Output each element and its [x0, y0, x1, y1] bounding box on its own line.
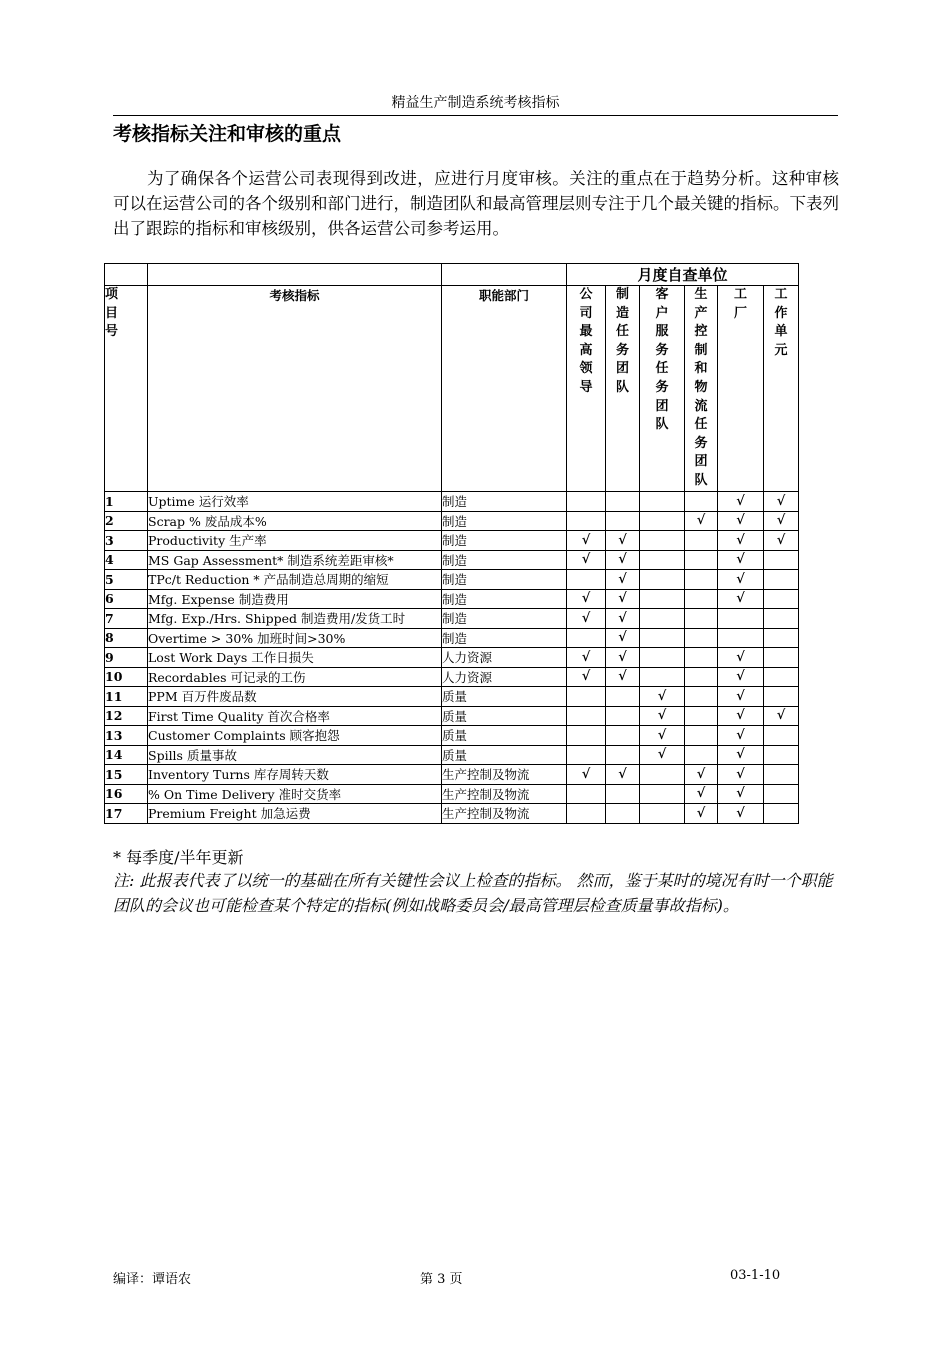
- footer-page-number: 第 3 页: [420, 1272, 463, 1287]
- check-cell: [640, 589, 685, 609]
- check-cell: [685, 570, 718, 590]
- table-row: [105, 745, 799, 765]
- check-cell: √: [718, 706, 764, 726]
- check-cell: √: [718, 667, 764, 687]
- check-cell: [606, 745, 640, 765]
- check-cell: [685, 667, 718, 687]
- check-cell: [764, 628, 799, 648]
- check-cell: [640, 628, 685, 648]
- row-dept: 人力资源: [442, 667, 567, 687]
- check-cell: [685, 628, 718, 648]
- row-number: 3: [105, 531, 148, 551]
- row-dept: 质量: [442, 726, 567, 746]
- check-cell: √: [567, 531, 606, 551]
- row-metric: Uptime 运行效率: [148, 492, 442, 512]
- row-metric: % On Time Delivery 准时交货率: [148, 784, 442, 804]
- check-cell: √: [567, 667, 606, 687]
- column-header-row: [105, 286, 799, 492]
- table-row: [105, 531, 799, 551]
- group-header: 月度自查单位: [567, 264, 799, 286]
- check-cell: √: [718, 726, 764, 746]
- check-cell: [685, 609, 718, 629]
- check-cell: [685, 706, 718, 726]
- running-header: 精益生产制造系统考核指标: [113, 92, 838, 116]
- row-number: 12: [105, 706, 148, 726]
- intro-paragraph: 为了确保各个运营公司表现得到改进，应进行月度审核。关注的重点在于趋势分析。这种审核可以在运营公司的各个级别和部门进行，制造团队和最高管理层则专注于几个最关键的指标。下表列出了跟踪的指标和审核级别，供各运营公司参考运用。: [113, 169, 839, 238]
- row-number: 17: [105, 804, 148, 824]
- check-cell: √: [567, 550, 606, 570]
- table-row: [105, 765, 799, 785]
- note-paragraph: 注: 此报表代表了以统一的基础在所有关键性会议上检查的指标。 然而，鉴于某时的境况有时一个职能团队的会议也可能检查某个特定的指标(例如战略委员会/最高管理层检查质量事故指标)。: [113, 871, 833, 915]
- row-dept: 制造: [442, 628, 567, 648]
- check-cell: [718, 609, 764, 629]
- check-cell: [640, 784, 685, 804]
- check-cell: √: [764, 492, 799, 512]
- row-metric: Customer Complaints 顾客抱怨: [148, 726, 442, 746]
- table-row: [105, 706, 799, 726]
- row-metric: Inventory Turns 库存周转天数: [148, 765, 442, 785]
- row-number: 14: [105, 745, 148, 765]
- check-cell: √: [718, 511, 764, 531]
- row-metric: Productivity 生产率: [148, 531, 442, 551]
- check-cell: [567, 804, 606, 824]
- table-row: [105, 492, 799, 512]
- check-cell: √: [718, 804, 764, 824]
- check-cell: √: [685, 804, 718, 824]
- check-cell: √: [640, 687, 685, 707]
- section-title: 考核指标关注和审核的重点: [113, 123, 342, 145]
- check-cell: √: [606, 765, 640, 785]
- table-row: [105, 667, 799, 687]
- check-cell: [764, 687, 799, 707]
- check-cell: [764, 589, 799, 609]
- check-cell: [606, 492, 640, 512]
- check-cell: [606, 706, 640, 726]
- check-cell: [764, 570, 799, 590]
- check-cell: √: [606, 570, 640, 590]
- check-cell: √: [640, 706, 685, 726]
- row-number: 5: [105, 570, 148, 590]
- footer-date: 03-1-10: [730, 1268, 781, 1283]
- check-cell: √: [606, 667, 640, 687]
- row-metric: Recordables 可记录的工伤: [148, 667, 442, 687]
- check-cell: [640, 609, 685, 629]
- table-row: [105, 550, 799, 570]
- check-cell: [764, 726, 799, 746]
- check-cell: [764, 609, 799, 629]
- check-cell: [764, 550, 799, 570]
- check-cell: [567, 784, 606, 804]
- check-cell: [685, 531, 718, 551]
- check-cell: [685, 589, 718, 609]
- check-cell: √: [685, 765, 718, 785]
- check-cell: [567, 570, 606, 590]
- table-row: [105, 784, 799, 804]
- row-number: 13: [105, 726, 148, 746]
- check-cell: √: [567, 609, 606, 629]
- check-cell: [567, 687, 606, 707]
- check-cell: √: [567, 648, 606, 668]
- check-cell: √: [567, 765, 606, 785]
- check-cell: [685, 550, 718, 570]
- check-cell: √: [685, 511, 718, 531]
- row-number: 1: [105, 492, 148, 512]
- row-metric: MS Gap Assessment* 制造系统差距审核*: [148, 550, 442, 570]
- row-number: 2: [105, 511, 148, 531]
- check-cell: [567, 628, 606, 648]
- check-cell: [764, 804, 799, 824]
- check-cell: [640, 511, 685, 531]
- row-metric: Lost Work Days 工作日损失: [148, 648, 442, 668]
- check-cell: [640, 550, 685, 570]
- row-metric: Premium Freight 加急运费: [148, 804, 442, 824]
- col-header-level-5: 工 厂: [718, 286, 764, 492]
- col-header-metric: 考核指标: [148, 286, 442, 492]
- table-row: [105, 687, 799, 707]
- check-cell: [764, 765, 799, 785]
- group-header-row: [105, 264, 799, 286]
- footer-translator: 编译：谭语农: [113, 1272, 192, 1287]
- col-header-level-6: 工 作 单 元: [764, 286, 799, 492]
- row-metric: Spills 质量事故: [148, 745, 442, 765]
- row-metric: TPc/t Reduction * 产品制造总周期的缩短: [148, 570, 442, 590]
- row-dept: 生产控制及物流: [442, 804, 567, 824]
- check-cell: √: [606, 589, 640, 609]
- row-dept: 制造: [442, 609, 567, 629]
- check-cell: [685, 648, 718, 668]
- row-metric: Scrap % 废品成本%: [148, 511, 442, 531]
- row-dept: 质量: [442, 706, 567, 726]
- check-cell: √: [606, 628, 640, 648]
- check-cell: [640, 570, 685, 590]
- row-number: 7: [105, 609, 148, 629]
- table-row: [105, 726, 799, 746]
- metrics-table: [104, 263, 799, 824]
- check-cell: √: [685, 784, 718, 804]
- row-metric: Mfg. Expense 制造费用: [148, 589, 442, 609]
- check-cell: [685, 492, 718, 512]
- row-dept: 制造: [442, 492, 567, 512]
- check-cell: [606, 726, 640, 746]
- check-cell: [606, 784, 640, 804]
- row-metric: First Time Quality 首次合格率: [148, 706, 442, 726]
- check-cell: √: [718, 492, 764, 512]
- col-header-dept: 职能部门: [442, 286, 567, 492]
- table-row: [105, 570, 799, 590]
- col-header-level-2: 制 造 任 务 团 队: [606, 286, 640, 492]
- table-row: [105, 511, 799, 531]
- check-cell: [764, 667, 799, 687]
- row-dept: 生产控制及物流: [442, 765, 567, 785]
- row-dept: 生产控制及物流: [442, 784, 567, 804]
- row-dept: 质量: [442, 687, 567, 707]
- check-cell: [567, 706, 606, 726]
- col-header-level-3: 客 户 服 务 任 务 团 队: [640, 286, 685, 492]
- check-cell: √: [718, 765, 764, 785]
- table-row: [105, 589, 799, 609]
- check-cell: [606, 511, 640, 531]
- check-cell: [685, 687, 718, 707]
- row-number: 15: [105, 765, 148, 785]
- check-cell: √: [718, 589, 764, 609]
- check-cell: [685, 726, 718, 746]
- check-cell: [764, 784, 799, 804]
- check-cell: [640, 492, 685, 512]
- check-cell: [640, 804, 685, 824]
- row-number: 10: [105, 667, 148, 687]
- check-cell: √: [718, 648, 764, 668]
- row-number: 11: [105, 687, 148, 707]
- row-number: 16: [105, 784, 148, 804]
- check-cell: [685, 745, 718, 765]
- check-cell: [764, 648, 799, 668]
- check-cell: √: [606, 648, 640, 668]
- col-header-item: 项 目 号: [105, 286, 148, 492]
- table-row: [105, 609, 799, 629]
- row-metric: Mfg. Exp./Hrs. Shipped 制造费用/发货工时: [148, 609, 442, 629]
- check-cell: [764, 745, 799, 765]
- check-cell: [640, 648, 685, 668]
- check-cell: [567, 745, 606, 765]
- col-header-level-1: 公 司 最 高 领 导: [567, 286, 606, 492]
- table-row: [105, 804, 799, 824]
- check-cell: √: [764, 511, 799, 531]
- row-dept: 制造: [442, 531, 567, 551]
- check-cell: [567, 726, 606, 746]
- row-dept: 制造: [442, 589, 567, 609]
- check-cell: √: [567, 589, 606, 609]
- check-cell: [606, 687, 640, 707]
- table-row: [105, 648, 799, 668]
- check-cell: √: [640, 745, 685, 765]
- row-dept: 制造: [442, 511, 567, 531]
- check-cell: √: [718, 745, 764, 765]
- check-cell: [640, 531, 685, 551]
- check-cell: √: [718, 550, 764, 570]
- row-number: 6: [105, 589, 148, 609]
- check-cell: √: [640, 726, 685, 746]
- row-dept: 制造: [442, 550, 567, 570]
- check-cell: [606, 804, 640, 824]
- check-cell: [640, 667, 685, 687]
- row-dept: 质量: [442, 745, 567, 765]
- row-dept: 人力资源: [442, 648, 567, 668]
- row-metric: Overtime > 30% 加班时间>30%: [148, 628, 442, 648]
- check-cell: √: [764, 706, 799, 726]
- row-number: 9: [105, 648, 148, 668]
- footnote: * 每季度/半年更新: [113, 848, 244, 867]
- check-cell: √: [764, 531, 799, 551]
- check-cell: [567, 511, 606, 531]
- check-cell: √: [606, 531, 640, 551]
- check-cell: √: [718, 531, 764, 551]
- check-cell: √: [718, 570, 764, 590]
- table-row: [105, 628, 799, 648]
- check-cell: [640, 765, 685, 785]
- check-cell: [567, 492, 606, 512]
- check-cell: [718, 628, 764, 648]
- check-cell: √: [718, 687, 764, 707]
- row-number: 8: [105, 628, 148, 648]
- row-metric: PPM 百万件废品数: [148, 687, 442, 707]
- col-header-level-4: 生 产 控 制 和 物 流 任 务 团 队: [685, 286, 718, 492]
- check-cell: √: [718, 784, 764, 804]
- row-dept: 制造: [442, 570, 567, 590]
- row-number: 4: [105, 550, 148, 570]
- check-cell: √: [606, 550, 640, 570]
- check-cell: √: [606, 609, 640, 629]
